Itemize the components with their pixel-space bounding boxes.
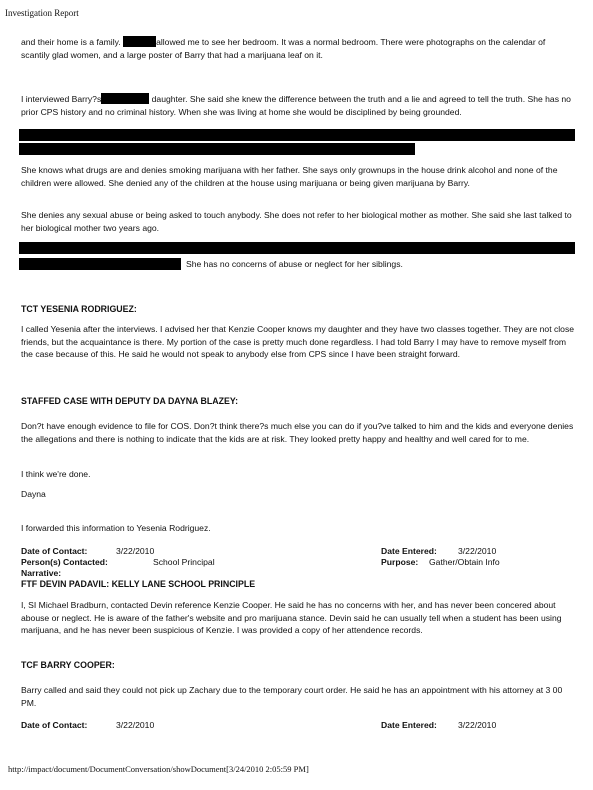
paragraph-dayna: Don?t have enough evidence to file for COS. Don?t think there?s much else you can do if you?ve talked to him and the kids and everyone denies the allegations and there is nothing to indicate that the kids are at risk. They looked pretty happy and healthy and well cared for to me. <box>21 421 574 444</box>
redaction-bar <box>19 242 575 254</box>
paragraph-drugs: She knows what drugs are and denies smoking marijuana with her father. She says only grownups in the house drink alcohol and none of the children were allowed. She denied any of the children at the house using marijuana or being given marijuana by Barry. <box>21 165 558 188</box>
text: I interviewed Barry?s <box>21 94 102 104</box>
paragraph-interview <box>21 93 576 118</box>
purpose-label: Purpose: <box>381 557 419 567</box>
paragraph-signature: Dayna <box>21 489 46 499</box>
page-footer-url: http://impact/document/DocumentConversation/showDocument[3/24/2010 2:05:59 PM] <box>8 764 309 774</box>
redaction-box <box>101 93 149 104</box>
redaction-bar <box>19 129 575 141</box>
date-entered-label: Date Entered: <box>381 720 437 730</box>
narrative-label: Narrative: <box>21 568 62 578</box>
date-of-contact-value: 3/22/2010 <box>116 720 155 730</box>
paragraph-barry: Barry called and said they could not pick up Zachary due to the temporary court order. He said he has an appointment with his attorney at 3 00 PM. <box>21 685 563 708</box>
date-entered-value: 3/22/2010 <box>458 546 497 556</box>
paragraph-siblings: She has no concerns of abuse or neglect for her siblings. <box>186 259 403 269</box>
purpose-value: Gather/Obtain Info <box>429 557 500 567</box>
paragraph-yesenia: I called Yesenia after the interviews. I advised her that Kenzie Cooper knows my daughter and they have two classes together. They are not close friends, but the acquaintance is there. My portion of the case is pretty much done regardless. I had told Barry I may have to remove myself from the case because of this. He said he would not speak to anybody else from CPS since I have been straight forward. <box>21 324 575 360</box>
persons-contacted-label: Person(s) Contacted: <box>21 557 108 567</box>
paragraph-forwarded: I forwarded this information to Yesenia Rodriguez. <box>21 523 211 533</box>
redaction-bar <box>19 258 181 270</box>
persons-contacted-value: School Principal <box>153 557 215 567</box>
redaction-bar <box>19 143 415 155</box>
text: allowed me to see her bedroom. It was a normal bedroom. There were photographs on the calendar of scantily glad women, and a large poster of Barry that had a marijuana leaf on it. <box>21 37 546 60</box>
date-entered-label: Date Entered: <box>381 546 437 556</box>
date-of-contact-label: Date of Contact: <box>21 720 88 730</box>
section-heading: FTF DEVIN PADAVIL: KELLY LANE SCHOOL PRINCIPLE <box>21 579 256 589</box>
text: and their home is a family. <box>21 37 121 47</box>
section-heading: TCF BARRY COOPER: <box>21 660 115 670</box>
paragraph-devin: I, SI Michael Bradburn, contacted Devin reference Kenzie Cooper. He said he has no concerns with her, and has never been concered about abouse or neglect. He is aware of the father's website and pro marijuana stance. Devin said he can usually tell when a student has been using marijuana, and he has never been suspicious of Kenzie. I was provided a copy of her attendence records. <box>21 600 562 636</box>
date-of-contact-value: 3/22/2010 <box>116 546 155 556</box>
redaction-box <box>123 36 156 47</box>
report-header: Investigation Report <box>5 8 79 18</box>
paragraph-abuse: She denies any sexual abuse or being asked to touch anybody. She does not refer to her biological mother as mother. She said she last talked to her biological mother two years ago. <box>21 210 572 233</box>
date-entered-value: 3/22/2010 <box>458 720 497 730</box>
contact-info-2 <box>21 719 581 733</box>
paragraph-done: I think we're done. <box>21 469 91 479</box>
section-heading: TCT YESENIA RODRIGUEZ: <box>21 304 137 314</box>
section-heading: STAFFED CASE WITH DEPUTY DA DAYNA BLAZEY: <box>21 396 238 406</box>
text: daughter. She said she knew the difference between the truth and a lie and agreed to tell the truth. She has no prior CPS history and no criminal history. When she was living at home she would be disciplined by being grounded. <box>21 94 571 117</box>
date-of-contact-label: Date of Contact: <box>21 546 88 556</box>
paragraph-home <box>21 36 576 61</box>
